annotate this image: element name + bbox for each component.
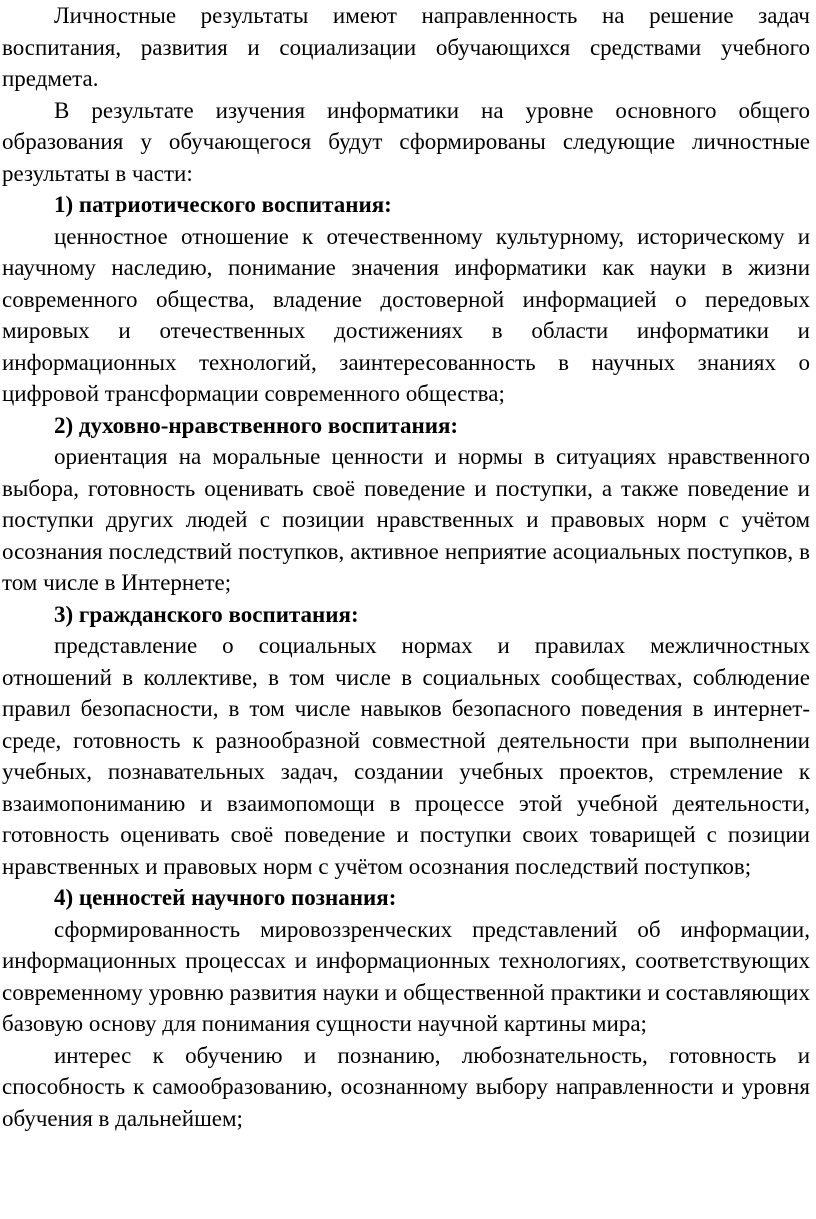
section-paragraph: представление о социальных нормах и правилах межличностных отношений в коллективе, в том числе в социальных сообществах, соблюдение правил безопасности, в том числе навыков безопасного поведения в интернет-среде, готовность к разнообразной совместной деятельности при выполнении учебных, познавательных задач, создании учебных проектов, стремление к взаимопониманию и взаимопомощи в процессе этой учебной деятельности, готовность оценивать своё поведение и поступки своих товарищей с позиции нравственных и правовых норм с учётом осознания последствий поступков; — [2, 633, 810, 879]
section-scientific-knowledge — [2, 882, 810, 1134]
intro-paragraph-1: Личностные результаты имеют направленность на решение задач воспитания, развития и социализации обучающихся средствами учебного предмета. — [2, 3, 810, 91]
section-paragraph: сформированность мировоззренческих представлений об информации, информационных процессах и информационных технологиях, соответствующих современному уровню развития науки и общественной практики и составляющих базовую основу для понимания сущности научной картины мира; — [2, 916, 810, 1036]
section-paragraph: ориентация на моральные ценности и нормы в ситуациях нравственного выбора, готовность оценивать своё поведение и поступки, а также поведение и поступки других людей с позиции нравственных и правовых норм с учётом осознания последствий поступков, активное неприятие асоциальных поступков, в том числе в Интернете; — [2, 444, 810, 595]
section-heading-scientific-knowledge: 4) ценностей научного познания: — [54, 885, 397, 910]
intro-paragraph-2: В результате изучения информатики на уровне основного общего образования у обучающегося будут сформированы следующие личностные результаты в части: — [2, 97, 810, 186]
section-heading-patriotic: 1) патриотического воспитания: — [54, 192, 392, 217]
section-spiritual-moral — [2, 410, 810, 599]
section-heading-spiritual-moral: 2) духовно-нравственного воспитания: — [54, 412, 459, 438]
section-paragraph: интерес к обучению и познанию, любознательность, готовность и способность к самообразованию, осознанному выбору направленности и уровня обучения в дальнейшем; — [2, 1042, 810, 1131]
section-heading-civic: 3) гражданского воспитания: — [54, 601, 359, 627]
section-paragraph: ценностное отношение к отечественному культурному, историческому и научному наследию, понимание значения информатики как науки в жизни современного общества, владение достоверной информацией о передовых мировых и отечественных достижениях в области информатики и информационных технологий, заинтересованность в научных знаниях о цифровой трансформации современного общества; — [2, 223, 810, 406]
section-civic — [2, 599, 810, 883]
section-patriotic — [2, 189, 810, 410]
